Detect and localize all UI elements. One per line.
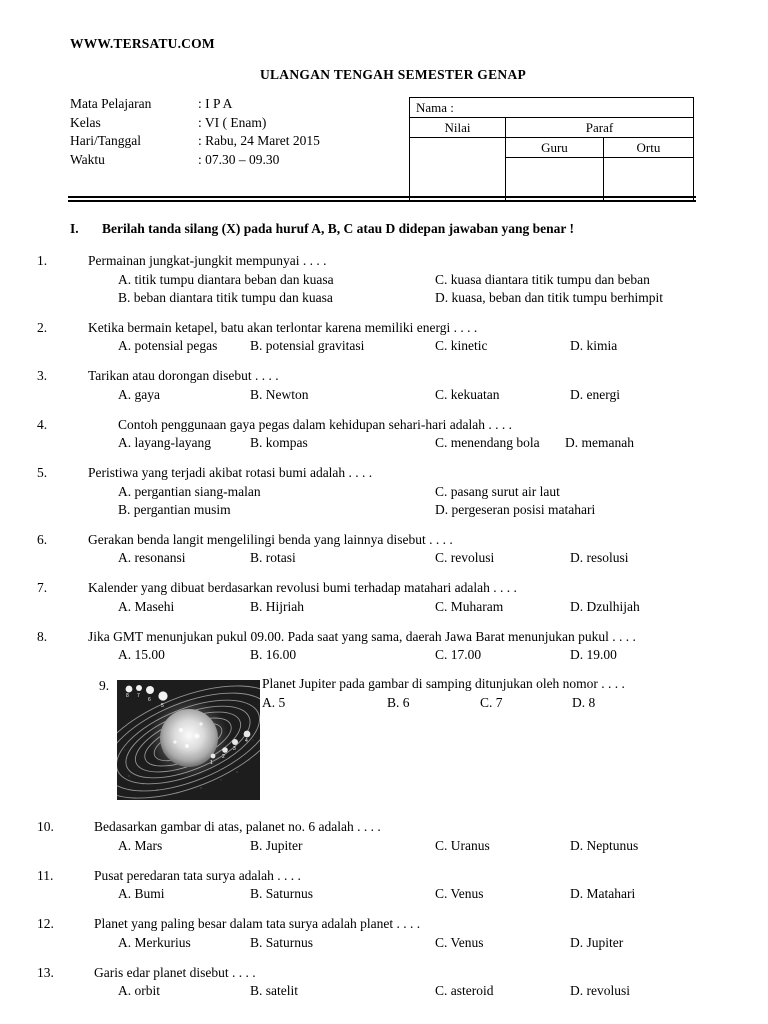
question-stem (0, 818, 768, 836)
option-b[interactable]: B. 16.00 (250, 647, 297, 662)
question-stem (0, 628, 768, 646)
solar-system-figure (117, 680, 260, 800)
question-stem (0, 319, 768, 337)
exam-meta (70, 95, 320, 169)
table-row-subheaders (410, 138, 694, 158)
option-b[interactable]: B. Jupiter (250, 837, 303, 853)
question-text: Planet yang paling besar dalam tata surya adalah planet . . . . (94, 916, 421, 931)
option-row (0, 982, 768, 1000)
question-item (0, 964, 768, 1001)
meta-value-date: : Rabu, 24 Maret 2015 (198, 133, 320, 148)
question-item (0, 818, 768, 855)
option-a[interactable]: A. orbit (118, 983, 160, 998)
option-d[interactable]: D. 19.00 (570, 647, 617, 662)
question-item-with-figure (0, 676, 768, 808)
cell-guru-value[interactable] (505, 158, 603, 201)
question-stem (0, 252, 768, 270)
question-text: Ketika bermain ketapel, batu akan terlontar karena memiliki energi . . . . (88, 319, 478, 335)
meta-value-subject: : I P A (198, 96, 233, 111)
option-a[interactable]: A. Mars (118, 837, 163, 853)
option-d[interactable]: D. revolusi (570, 983, 630, 998)
question-item (0, 416, 768, 453)
option-c[interactable]: C. revolusi (435, 550, 495, 565)
option-row (0, 483, 768, 501)
option-row (0, 549, 768, 567)
question-number: 7. (37, 580, 48, 595)
option-b[interactable]: B. Saturnus (250, 886, 314, 901)
question-text: Garis edar planet disebut . . . . (94, 964, 256, 980)
option-group (0, 483, 768, 519)
option-c[interactable]: C. Uranus (435, 837, 490, 853)
option-row (0, 289, 768, 307)
question-number: 2. (37, 319, 48, 335)
meta-value-time: : 07.30 – 09.30 (198, 151, 280, 167)
question-text: Jika GMT menunjukan pukul 09.00. Pada saat yang sama, daerah Jawa Barat menunjukan pukul . . . . (88, 628, 636, 644)
option-c[interactable]: C. Muharam (435, 598, 504, 614)
option-group (0, 271, 768, 307)
option-a[interactable]: A. gaya (118, 386, 160, 402)
cell-ortu-value[interactable] (603, 158, 693, 201)
question-text: Tarikan atau dorongan disebut . . . . (88, 368, 279, 383)
table-row-headers (410, 118, 694, 138)
option-b[interactable]: B. satelit (250, 983, 298, 998)
option-d[interactable]: D. pergeseran posisi matahari (435, 501, 596, 517)
identity-table (409, 97, 694, 201)
option-d[interactable]: D. Matahari (570, 886, 636, 901)
question-item (0, 531, 768, 568)
question-number: 10. (37, 819, 54, 834)
question-text: Contoh penggunaan gaya pegas dalam kehidupan sehari-hari adalah . . . . (118, 416, 512, 432)
option-a[interactable]: A. pergantian siang-malan (118, 483, 261, 499)
question-stem (0, 531, 768, 549)
option-b[interactable]: B. beban diantara titik tumpu dan kuasa (118, 289, 333, 305)
figure-label-6: 6 (148, 697, 151, 703)
option-row (0, 837, 768, 855)
option-b[interactable]: B. 6 (387, 695, 410, 710)
cell-nilai-label: Nilai (410, 118, 506, 138)
option-row (0, 434, 768, 452)
question-text: Gerakan benda langit mengelilingi benda yang lainnya disebut . . . . (88, 531, 453, 547)
option-a[interactable]: A. titik tumpu diantara beban dan kuasa (118, 271, 334, 287)
page-title: ULANGAN TENGAH SEMESTER GENAP (259, 67, 527, 82)
option-d[interactable]: D. energi (570, 386, 620, 402)
question-number: 11. (37, 867, 54, 883)
question-text: Permainan jungkat-jungkit mempunyai . . . . (88, 253, 327, 268)
option-group (0, 337, 768, 355)
option-c[interactable]: C. kuasa diantara titik tumpu dan beban (435, 271, 650, 287)
figure-label-5: 5 (161, 703, 164, 709)
cell-paraf-label: Paraf (505, 118, 693, 138)
question-stem (0, 579, 768, 597)
question-text: Planet Jupiter pada gambar di samping ditunjukan oleh nomor . . . . (262, 676, 625, 691)
cell-guru-label: Guru (505, 138, 603, 158)
option-group (0, 646, 768, 664)
question-item (0, 915, 768, 952)
question-stem (0, 416, 768, 434)
option-c[interactable]: C. kekuatan (435, 386, 500, 402)
question-item (0, 319, 768, 356)
option-d[interactable]: D. kuasa, beban dan titik tumpu berhimpit (435, 289, 663, 305)
option-row (0, 337, 768, 355)
option-row (0, 271, 768, 289)
cell-nama-label: Nama : (410, 98, 694, 118)
section-number: I. (70, 221, 79, 236)
meta-label-subject: Mata Pelajaran (70, 96, 152, 111)
header-divider (68, 196, 696, 202)
question-number: 3. (37, 368, 48, 383)
option-a[interactable]: A. Merkurius (118, 934, 191, 950)
option-d[interactable]: D. memanah (565, 435, 634, 450)
option-c[interactable]: C. 17.00 (435, 647, 482, 662)
question-text: Bedasarkan gambar di atas, palanet no. 6 adalah . . . . (94, 819, 381, 834)
option-group (0, 837, 768, 855)
option-group (262, 695, 682, 713)
question-stem (0, 367, 768, 385)
cell-nilai-value[interactable] (410, 138, 506, 201)
option-b[interactable]: B. pergantian musim (118, 501, 231, 517)
option-a[interactable]: A. Masehi (118, 598, 175, 614)
option-row (0, 386, 768, 404)
table-row-nama (410, 98, 694, 118)
cell-ortu-label: Ortu (603, 138, 693, 158)
question-item (0, 252, 768, 307)
question-item (0, 867, 768, 904)
option-c[interactable]: C. asteroid (435, 983, 494, 998)
question-stem (0, 867, 768, 885)
question-number: 6. (37, 531, 48, 547)
figure-label-8: 8 (126, 693, 129, 699)
question-number: 9. (99, 678, 110, 693)
option-group (0, 386, 768, 404)
question-stem (0, 964, 768, 982)
figure-label-7: 7 (137, 693, 140, 699)
option-b[interactable]: B. kompas (250, 435, 308, 450)
question-stem (0, 464, 768, 482)
option-b[interactable]: B. Newton (250, 386, 309, 402)
option-group (0, 885, 768, 903)
meta-label-date: Hari/Tanggal (70, 133, 142, 148)
option-c[interactable]: C. 7 (480, 695, 503, 710)
option-c[interactable]: C. menendang bola (435, 435, 540, 450)
question-number: 8. (37, 628, 48, 644)
option-row (0, 885, 768, 903)
question-text: Pusat peredaran tata surya adalah . . . . (94, 867, 301, 883)
question-text: Peristiwa yang terjadi akibat rotasi bumi adalah . . . . (88, 465, 373, 480)
figure-label-2: 2 (222, 754, 225, 760)
option-group (0, 934, 768, 952)
question-item (0, 367, 768, 404)
question-number: 4. (37, 416, 48, 432)
option-d[interactable]: D. Neptunus (570, 837, 639, 853)
meta-row-subject (70, 95, 320, 114)
figure-label-4: 4 (245, 738, 248, 744)
option-d[interactable]: D. 8 (572, 695, 596, 710)
option-c[interactable]: C. Venus (435, 886, 484, 901)
option-d[interactable]: D. Jupiter (570, 934, 624, 950)
option-row (0, 598, 768, 616)
meta-row-class (70, 114, 320, 133)
option-a[interactable]: A. 5 (262, 695, 286, 710)
option-group (0, 549, 768, 567)
option-b[interactable]: B. potensial gravitasi (250, 338, 365, 353)
question-text: Kalender yang dibuat berdasarkan revolusi bumi terhadap matahari adalah . . . . (88, 580, 517, 595)
meta-value-class: : VI ( Enam) (198, 114, 267, 130)
question-number: 1. (37, 253, 48, 268)
option-row (0, 934, 768, 952)
option-group (0, 598, 768, 616)
option-row (0, 646, 768, 664)
option-c[interactable]: C. kinetic (435, 338, 488, 353)
meta-label-time: Waktu (70, 151, 105, 167)
option-d[interactable]: D. resolusi (570, 550, 629, 565)
question-number: 12. (37, 916, 54, 931)
meta-label-class: Kelas (70, 114, 101, 130)
question-list (0, 252, 768, 1012)
option-a[interactable]: A. potensial pegas (118, 338, 218, 353)
site-url: WWW.TERSATU.COM (70, 36, 215, 51)
option-a[interactable]: A. layang-layang (118, 435, 211, 450)
section-instruction (70, 221, 574, 237)
option-d[interactable]: D. Dzulhijah (570, 598, 640, 614)
option-d[interactable]: D. kimia (570, 338, 618, 353)
meta-row-time (70, 151, 320, 170)
option-b[interactable]: B. rotasi (250, 550, 296, 565)
option-c[interactable]: C. pasang surut air laut (435, 483, 560, 499)
option-a[interactable]: A. 15.00 (118, 647, 165, 662)
figure-label-3: 3 (233, 746, 236, 752)
question-item (0, 579, 768, 616)
meta-row-date (70, 132, 320, 151)
option-group (0, 434, 768, 452)
option-b[interactable]: B. Hijriah (250, 598, 304, 614)
option-a[interactable]: A. Bumi (118, 886, 165, 901)
option-row (0, 501, 768, 519)
option-a[interactable]: A. resonansi (118, 550, 186, 565)
question-item (0, 464, 768, 519)
question-stem (0, 915, 768, 933)
question-item (0, 628, 768, 665)
question-number: 5. (37, 465, 48, 480)
question-number: 13. (37, 964, 54, 980)
option-b[interactable]: B. Saturnus (250, 934, 314, 950)
solar-system-icon (117, 680, 260, 800)
figure-label-1: 1 (210, 760, 213, 766)
section-instruction-text: Berilah tanda silang (X) pada huruf A, B, C atau D didepan jawaban yang benar ! (102, 221, 574, 236)
option-c[interactable]: C. Venus (435, 934, 484, 950)
option-group (0, 982, 768, 1000)
